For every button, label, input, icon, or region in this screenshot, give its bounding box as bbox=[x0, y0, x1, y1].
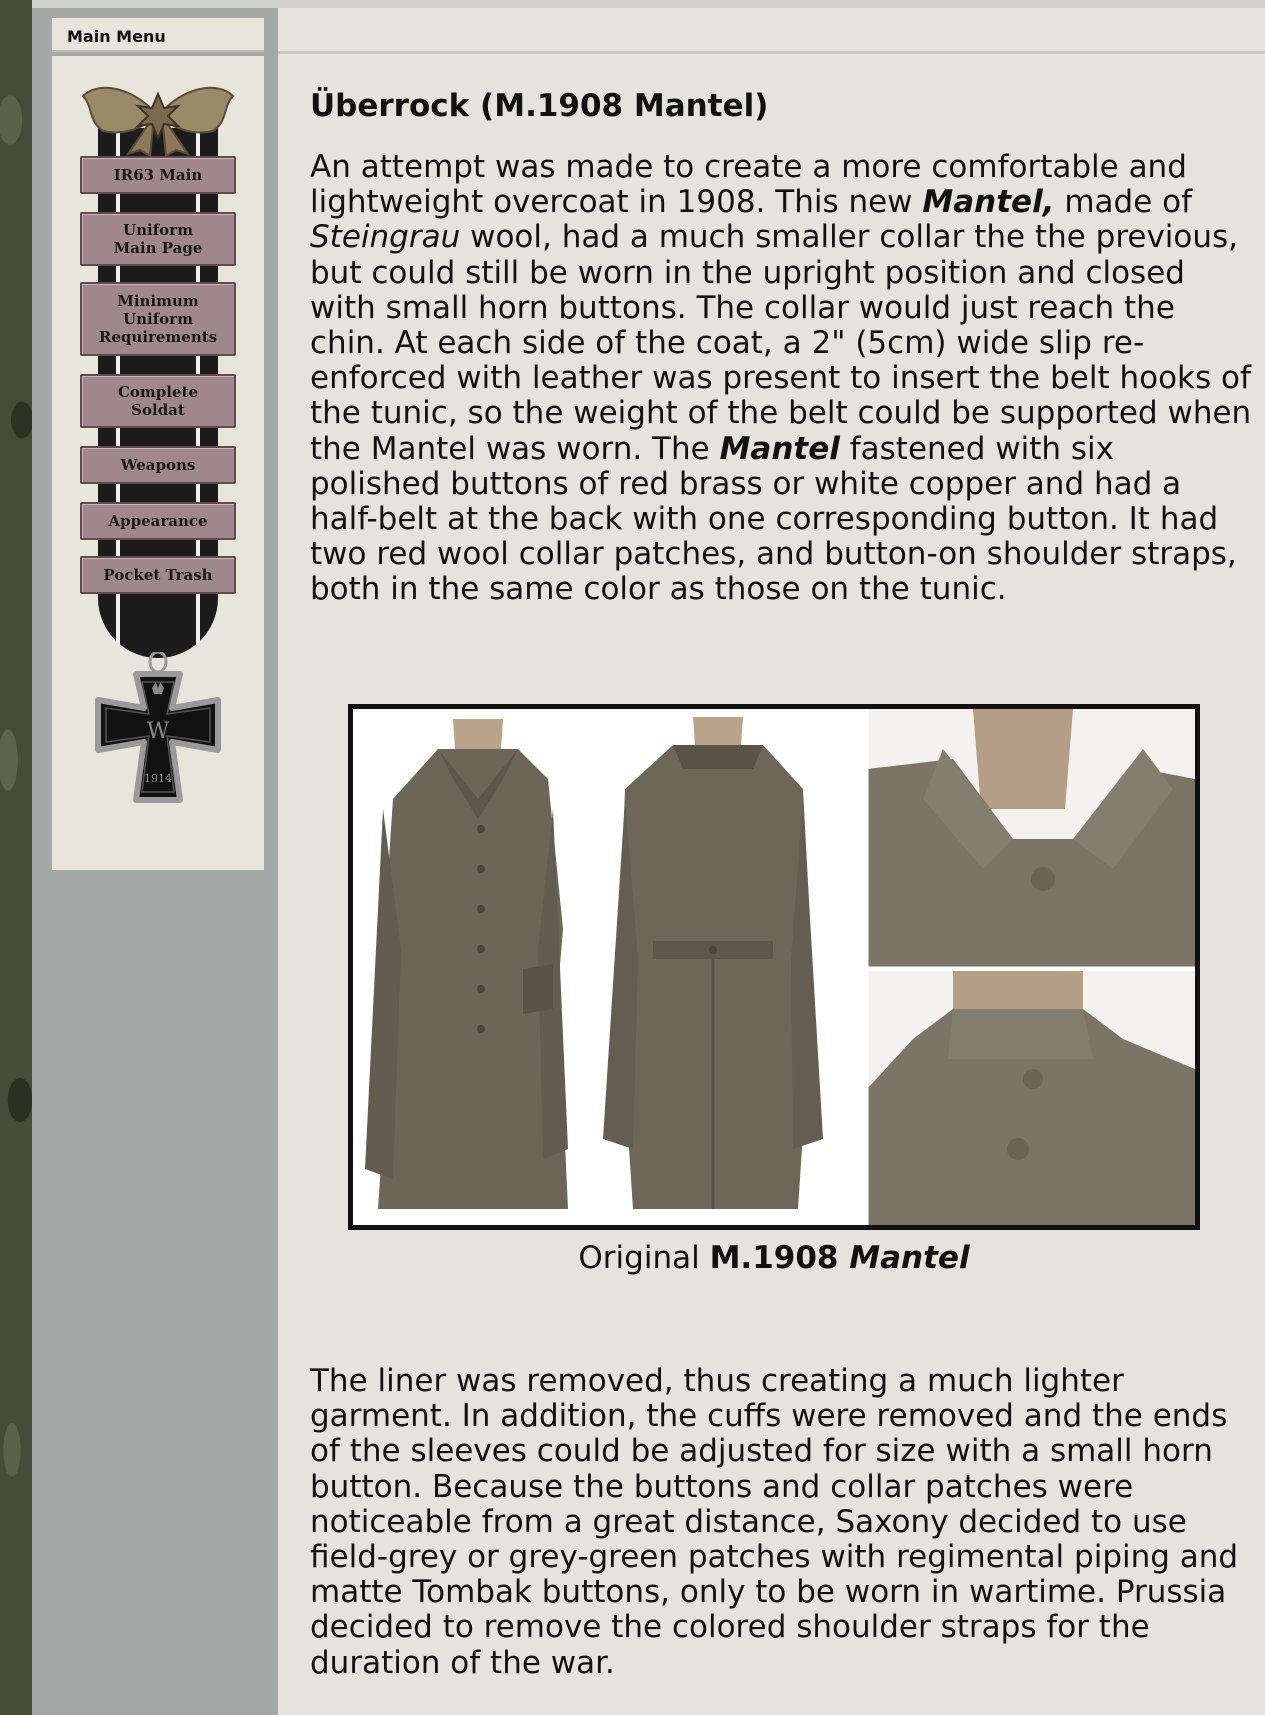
menu-item-weapons[interactable]: Weapons bbox=[80, 446, 236, 484]
photo-caption bbox=[348, 1240, 1200, 1276]
intro-paragraph bbox=[310, 150, 1252, 608]
top-strip bbox=[32, 0, 1265, 8]
main-menu-header: Main Menu bbox=[52, 18, 264, 52]
collar-open-image bbox=[867, 709, 1195, 967]
intro-emph-mantel: Mantel, bbox=[922, 184, 1055, 221]
intro-text-1: An attempt was made to create a more comfortable and lightweight overcoat in 1908. This new bbox=[310, 149, 1187, 221]
caption-text: Original bbox=[578, 1240, 710, 1276]
menu-item-complete-soldat[interactable]: Complete Soldat bbox=[80, 374, 236, 428]
intro-emph-mantel-2: Mantel bbox=[719, 430, 840, 467]
page-title: Überrock (M.1908 Mantel) bbox=[310, 88, 769, 124]
menu-item-ir63-main[interactable]: IR63 Main bbox=[80, 156, 236, 194]
caption-mantel: Mantel bbox=[838, 1240, 970, 1276]
camouflage-edge bbox=[0, 0, 32, 1715]
iron-cross-medal-icon bbox=[76, 652, 240, 848]
oak-leaf-bow-icon bbox=[78, 76, 238, 158]
svg-text:W: W bbox=[146, 719, 170, 744]
menu-item-pocket-trash[interactable]: Pocket Trash bbox=[80, 556, 236, 594]
intro-emph-steingrau: Steingrau bbox=[310, 219, 461, 256]
m1908-mantel-photos bbox=[353, 709, 1195, 1225]
intro-text-4: fastened with six polished buttons of red brass or white copper and had a half-belt at the back with one corresponding button. It had two red wool collar patches, and button-on shoulder straps, both in the same color as those on the tunic. bbox=[310, 430, 1237, 608]
collar-closed-image bbox=[867, 971, 1195, 1225]
content-header-bar bbox=[278, 18, 1265, 54]
coat-back-image bbox=[603, 717, 823, 1209]
intro-text-2: made of bbox=[1054, 184, 1193, 221]
caption-model: M.1908 bbox=[709, 1240, 839, 1276]
liner-paragraph: The liner was removed, thus creating a much lighter garment. In addition, the cuffs were removed and the ends of the sleeves could be adjusted for size with a small horn button. Because the buttons and collar patches were noticeable from a great distance, Saxony decided to use field-grey or grey-green patches with regimental piping and matte Tombak buttons, only to be worn in wartime. Prussia decided to remove the colored shoulder straps for the duration of the war. bbox=[310, 1363, 1239, 1681]
menu-item-uniform-main-page[interactable]: Uniform Main Page bbox=[80, 212, 236, 266]
svg-text:1914: 1914 bbox=[144, 772, 172, 785]
menu-item-appearance[interactable]: Appearance bbox=[80, 502, 236, 540]
menu-item-minimum-uniform-requirements[interactable]: Minimum Uniform Requirements bbox=[80, 282, 236, 356]
coat-photo-collage bbox=[348, 704, 1200, 1230]
intro-text-3: wool, had a much smaller collar the the previous, but could still be worn in the upright position and closed with small horn buttons. The collar would just reach the chin. At each side of the coat, a 2" (5cm) wide slip re-enforced with leather was present to insert the belt hooks of the tunic, so the weight of the belt could be supported when the Mantel was worn. The bbox=[310, 219, 1252, 467]
